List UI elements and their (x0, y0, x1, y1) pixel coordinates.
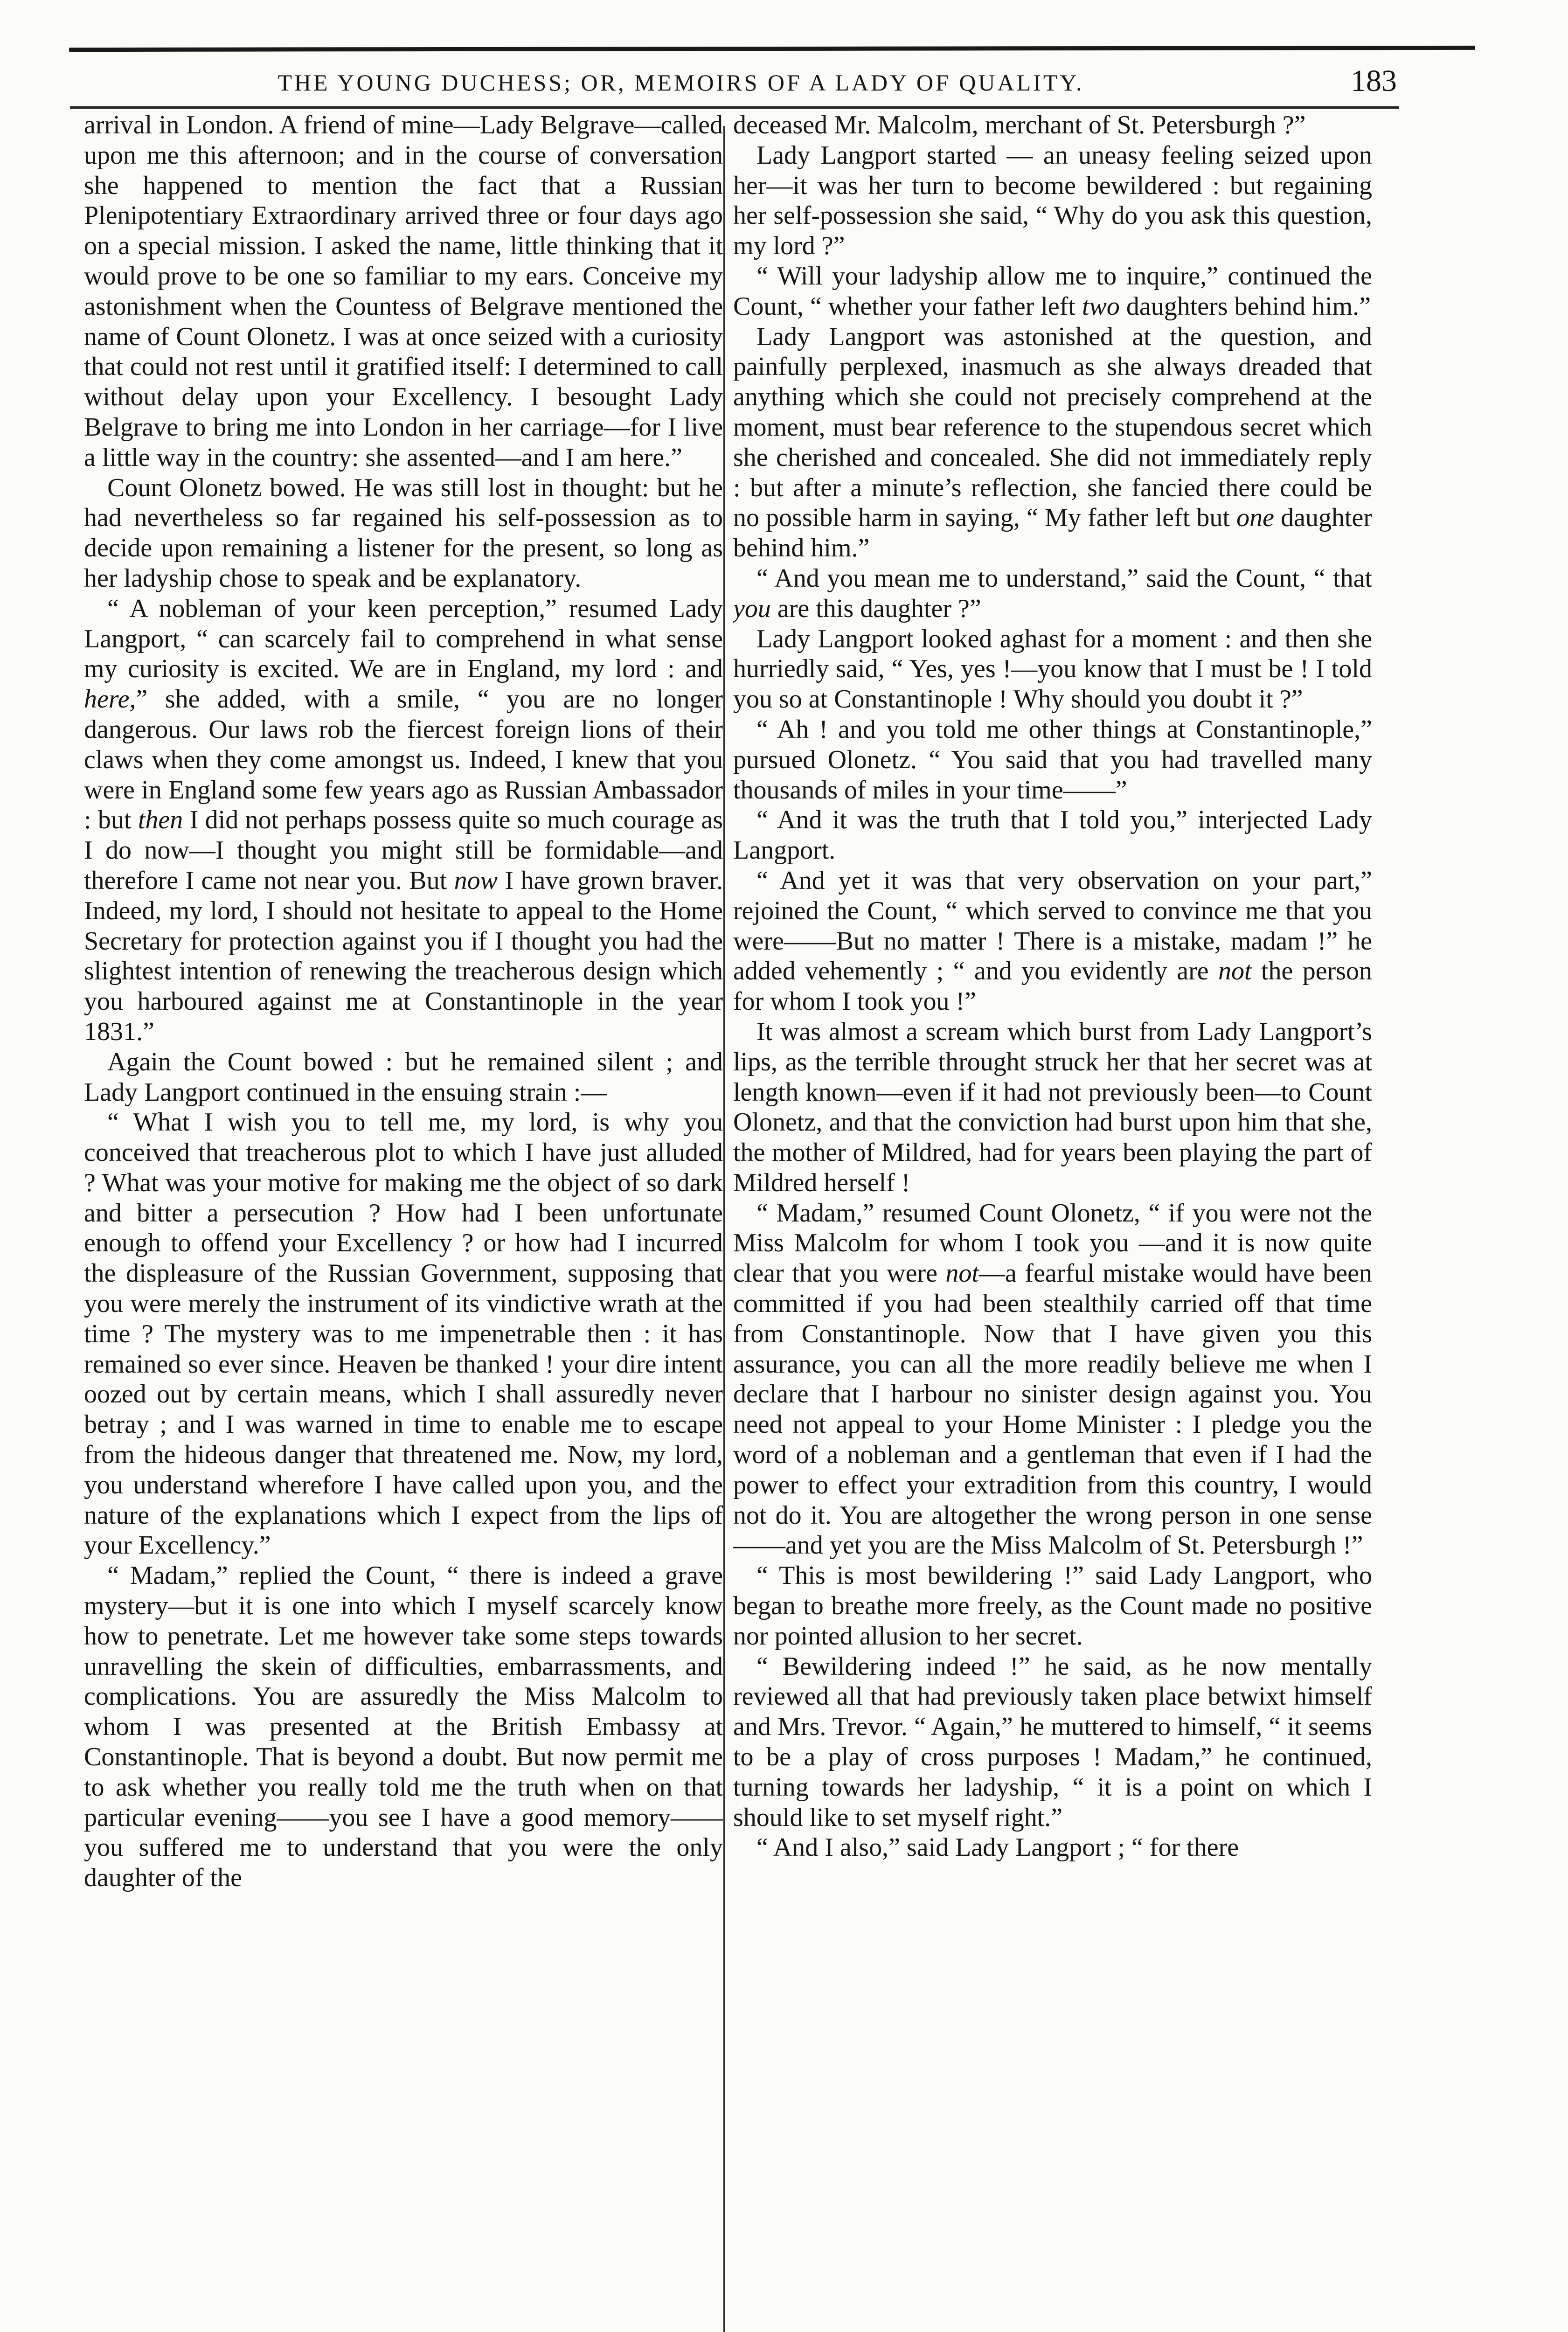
body-paragraph: Again the Count bowed : but he remained silent ; and Lady Langport continued in the ensuing strain :— (84, 1047, 723, 1107)
top-border-rule (69, 46, 1475, 52)
body-paragraph: “ And you mean me to understand,” said the Count, “ that you are this daughter ?” (733, 563, 1372, 623)
body-paragraph: deceased Mr. Malcolm, merchant of St. Petersburgh ?” (733, 111, 1306, 139)
body-paragraph: “ This is most bewildering !” said Lady Langport, who began to breathe more freely, as the Count made no positive nor pointed allusion to her secret. (733, 1561, 1372, 1651)
body-paragraph: Lady Langport looked aghast for a moment : and then she hurriedly said, “ Yes, yes !—you know that I must be ! I told you so at Constantinople ! Why should you doubt it ?” (733, 624, 1372, 714)
emphasis: then (138, 805, 183, 835)
emphasis: now (454, 866, 498, 895)
body-paragraph: “ A nobleman of your keen perception,” resumed Lady Langport, “ can scarcely fail to comprehend in what sense my curiosity is excited. We are in England, my lord : and here,” she added, with a smile, “ you are no longer dangerous. Our laws rob the fiercest foreign lions of their claws when they come amongst us. Indeed, I knew that you were in England some few years ago as Russian Ambassador : but then I did not perhaps possess quite so much courage as I do now—I thought you might still be formidable—and therefore I came not near you. But now I have grown braver. Indeed, my lord, I should not hesitate to appeal to the Home Secretary for protection against you if I thought you had the slightest intention of renewing the treacherous design which you harboured against me at Constantinople in the year 1831.” (84, 594, 723, 1046)
text-column-right (733, 110, 1372, 2332)
body-paragraph: Lady Langport was astonished at the question, and painfully perplexed, inasmuch as she always dreaded that anything which she could not precisely comprehend at the moment, must bear reference to the stupendous secret which she cherished and concealed. She did not immediately reply : but after a minute’s reflection, she fancied there could be no possible harm in saying, “ My father left but one daughter behind him.” (733, 322, 1372, 563)
body-paragraph: “ And I also,” said Lady Langport ; “ for there (756, 1833, 1239, 1862)
emphasis: here, (84, 685, 136, 714)
emphasis: two (1082, 292, 1120, 321)
body-paragraph: It was almost a scream which burst from Lady Langport’s lips, as the terrible throught struck her that her secret was at length known—even if it had not previously been—to Count Olonetz, and that the conviction had burst upon him that she, the mother of Mildred, had for years been playing the part of Mildred herself ! (733, 1017, 1372, 1197)
column-divider (723, 126, 725, 2332)
emphasis: not (945, 1259, 979, 1288)
body-paragraph: “ Madam,” resumed Count Olonetz, “ if you were not the Miss Malcolm for whom I took you —and it is now quite clear that you were not—a fearful mistake would have been committed if you had been stealthily carried off that time from Constantinople. Now that I have given you this assurance, you can all the more readily believe me when I declare that I harbour no sinister design against you. You need not appeal to your Home Minister : I pledge you the word of a nobleman and a gentleman that even if I had the power to effect your extradition from this country, I would not do it. You are altogether the wrong person in one sense——and yet you are the Miss Malcolm of St. Petersburgh !” (733, 1198, 1372, 1560)
body-paragraph: “ Bewildering indeed !” he said, as he now mentally reviewed all that had previously taken place betwixt himself and Mrs. Trevor. “ Again,” he muttered to himself, “ it seems to be a play of cross purposes ! Madam,” he continued, turning towards her ladyship, “ it is a point on which I should like to set myself right.” (733, 1652, 1372, 1832)
body-paragraph: arrival in London. A friend of mine—Lady Belgrave—called upon me this afternoon; and in the course of conversation she happened to mention the fact that a Russian Plenipotentiary Extraordinary arrived three or four days ago on a special mission. I asked the name, little thinking that it would prove to be one so familiar to my ears. Conceive my astonishment when the Countess of Belgrave mentioned the name of Count Olonetz. I was at once seized with a curiosity that could not rest until it gratified itself: I determined to call without delay upon your Excellency. I besought Lady Belgrave to bring me into London in her carriage—for I live a little way in the country: she assented—and I am here.” (84, 111, 723, 472)
body-paragraph: “ Ah ! and you told me other things at Constantinople,” pursued Olonetz. “ You said that you had travelled many thousands of miles in your time——” (733, 715, 1372, 805)
header-rule (70, 106, 1399, 109)
body-paragraph: “ And yet it was that very observation on your part,” rejoined the Count, “ which served to convince me that you were——But no matter ! There is a mistake, madam !” he added vehemently ; “ and you evidently are not the person for whom I took you !” (733, 866, 1372, 1016)
body-paragraph: “ Will your ladyship allow me to inquire,” continued the Count, “ whether your father left two daughters behind him.” (733, 261, 1372, 321)
emphasis: one (1236, 503, 1274, 533)
body-paragraph: “ And it was the truth that I told you,” interjected Lady Langport. (733, 805, 1372, 865)
body-paragraph: “ What I wish you to tell me, my lord, is why you conceived that treacherous plot to which I have just alluded ? What was your motive for making me the object of so dark and bitter a persecution ? How had I been unfortunate enough to offend your Excellency ? or how had I incurred the displeasure of the Russian Government, supposing that you were merely the instrument of its vindictive wrath at the time ? The mystery was to me impenetrable then : it has remained so ever since. Heaven be thanked ! your dire intent oozed out by certain means, which I shall assuredly never betray ; and I was warned in time to enable me to escape from the hideous danger that threatened me. Now, my lord, you understand wherefore I have called upon you, and the nature of the explanations which I expect from the lips of your Excellency.” (84, 1108, 723, 1560)
page-number: 183 (1351, 64, 1397, 98)
text-column-left (84, 110, 723, 2332)
emphasis: not (1218, 957, 1252, 986)
body-paragraph: Count Olonetz bowed. He was still lost in thought: but he had nevertheless so far regained his self-possession as to decide upon remaining a listener for the present, so long as her ladyship chose to speak and be explanatory. (84, 473, 723, 593)
body-paragraph: Lady Langport started — an uneasy feeling seized upon her—it was her turn to become bewildered : but regaining her self-possession she said, “ Why do you ask this question, my lord ?” (733, 140, 1372, 261)
running-title: THE YOUNG DUCHESS; OR, MEMOIRS OF A LADY OF QUALITY. (278, 69, 1084, 96)
body-paragraph: “ Madam,” replied the Count, “ there is indeed a grave mystery—but it is one into which I myself scarcely know how to penetrate. Let me however take some steps towards unravelling the skein of difficulties, embarrassments, and complications. You are assuredly the Miss Malcolm to whom I was presented at the British Embassy at Constantinople. That is beyond a doubt. But now permit me to ask whether you really told me the truth when on that particular evening——you see I have a good memory——you suffered me to understand that you were the only daughter of the (84, 1561, 723, 1893)
emphasis: you (733, 594, 771, 623)
